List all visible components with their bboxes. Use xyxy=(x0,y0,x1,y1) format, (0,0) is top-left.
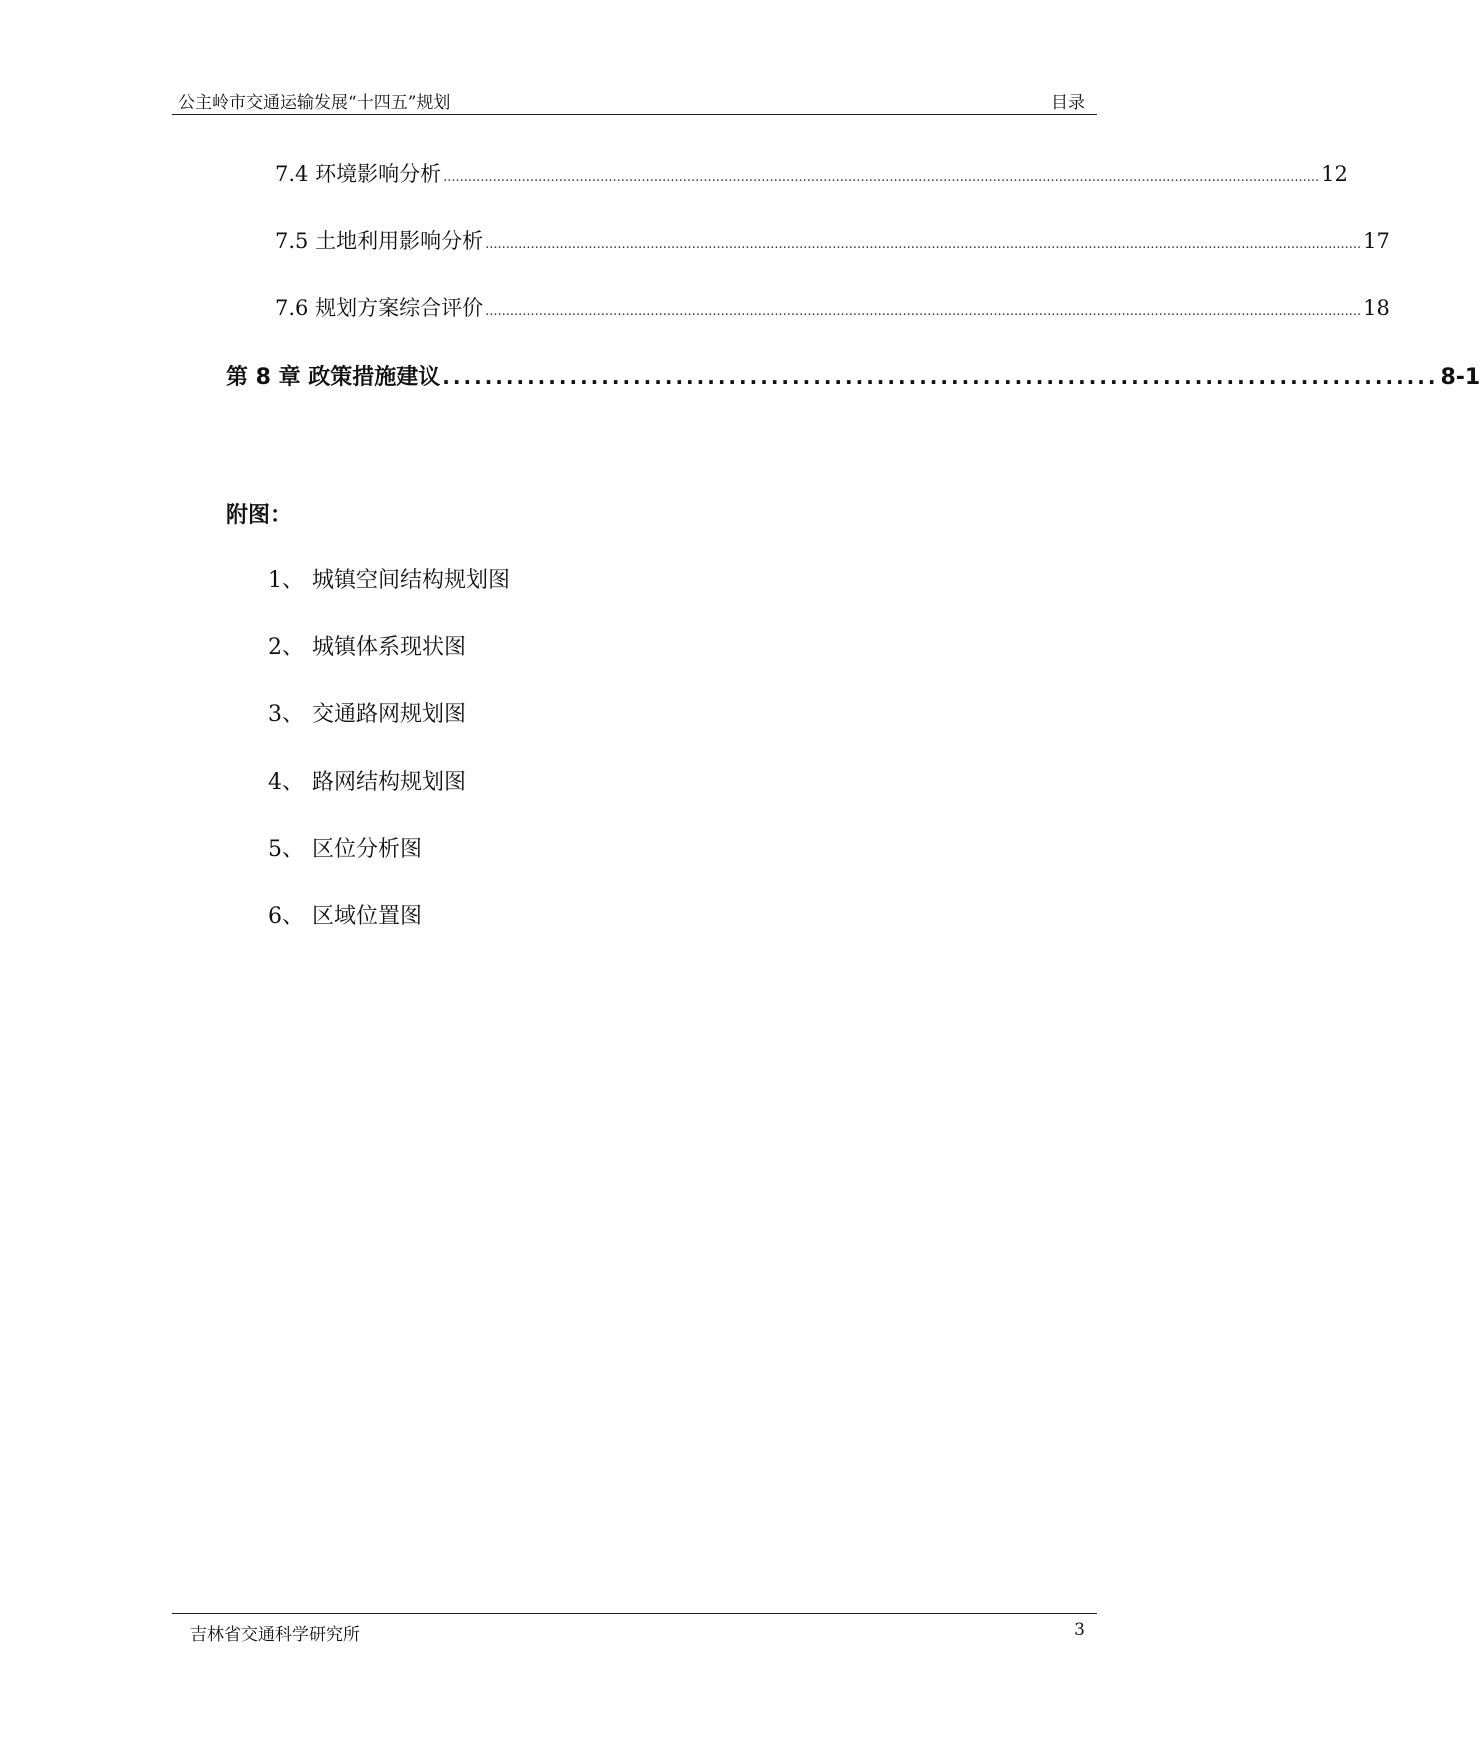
appendix-item-number: 6、 xyxy=(268,904,304,929)
toc-chapter-label: 第 8 章 政策措施建议 xyxy=(226,365,441,390)
appendix-item-text: 城镇体系现状图 xyxy=(312,635,467,660)
toc-entry-page: 18 xyxy=(1363,296,1390,320)
organization-name: 吉林省交通科学研究所 xyxy=(190,1625,360,1645)
appendix-item-text: 城镇空间结构规划图 xyxy=(312,568,511,593)
appendix-item xyxy=(268,832,422,863)
toc-entry-page: 17 xyxy=(1363,229,1390,253)
page-number: 3 xyxy=(1074,1620,1085,1640)
appendix-item xyxy=(268,563,510,594)
toc-leader-dots: .................................................................................................................................................................................................................... xyxy=(443,170,1320,185)
appendix-item xyxy=(268,899,422,930)
toc-entry-label: 7.6 规划方案综合评价 xyxy=(275,296,484,320)
appendix-item-text: 区域位置图 xyxy=(312,904,423,929)
appendix-item-text: 交通路网规划图 xyxy=(312,702,467,727)
appendix-item-text: 区位分析图 xyxy=(312,837,423,862)
section-label: 目录 xyxy=(1051,93,1085,113)
appendix-item xyxy=(268,630,466,661)
document-title: 公主岭市交通运输发展“十四五”规划 xyxy=(178,93,451,113)
toc-entry-label: 7.4 环境影响分析 xyxy=(275,162,442,186)
toc-entry[interactable] xyxy=(275,292,1390,322)
appendix-item-text: 路网结构规划图 xyxy=(312,770,467,795)
appendix-item xyxy=(268,765,466,796)
toc-leader-dots: .................................................................................................................................................................................................................... xyxy=(485,304,1362,319)
appendix-item-number: 3、 xyxy=(268,702,304,727)
page-header xyxy=(172,86,1097,115)
appendix-item-number: 4、 xyxy=(268,770,304,795)
appendix-item-number: 5、 xyxy=(268,837,304,862)
appendix-item-number: 1、 xyxy=(268,568,304,593)
toc-entry[interactable] xyxy=(275,225,1390,255)
toc-entry-label: 7.5 土地利用影响分析 xyxy=(275,229,484,253)
appendix-heading: 附图： xyxy=(226,503,293,528)
toc-chapter-page: 8-1 xyxy=(1440,365,1480,390)
appendix-item xyxy=(268,697,466,728)
page-footer xyxy=(172,1613,1097,1644)
toc-leader-dots: .............................................................................................. xyxy=(442,365,1439,389)
toc-entry[interactable] xyxy=(275,158,1348,188)
toc-chapter-entry[interactable] xyxy=(226,360,1480,391)
toc-leader-dots: .................................................................................................................................................................................................................... xyxy=(485,237,1362,252)
appendix-item-number: 2、 xyxy=(268,635,304,660)
toc-entry-page: 12 xyxy=(1321,162,1348,186)
